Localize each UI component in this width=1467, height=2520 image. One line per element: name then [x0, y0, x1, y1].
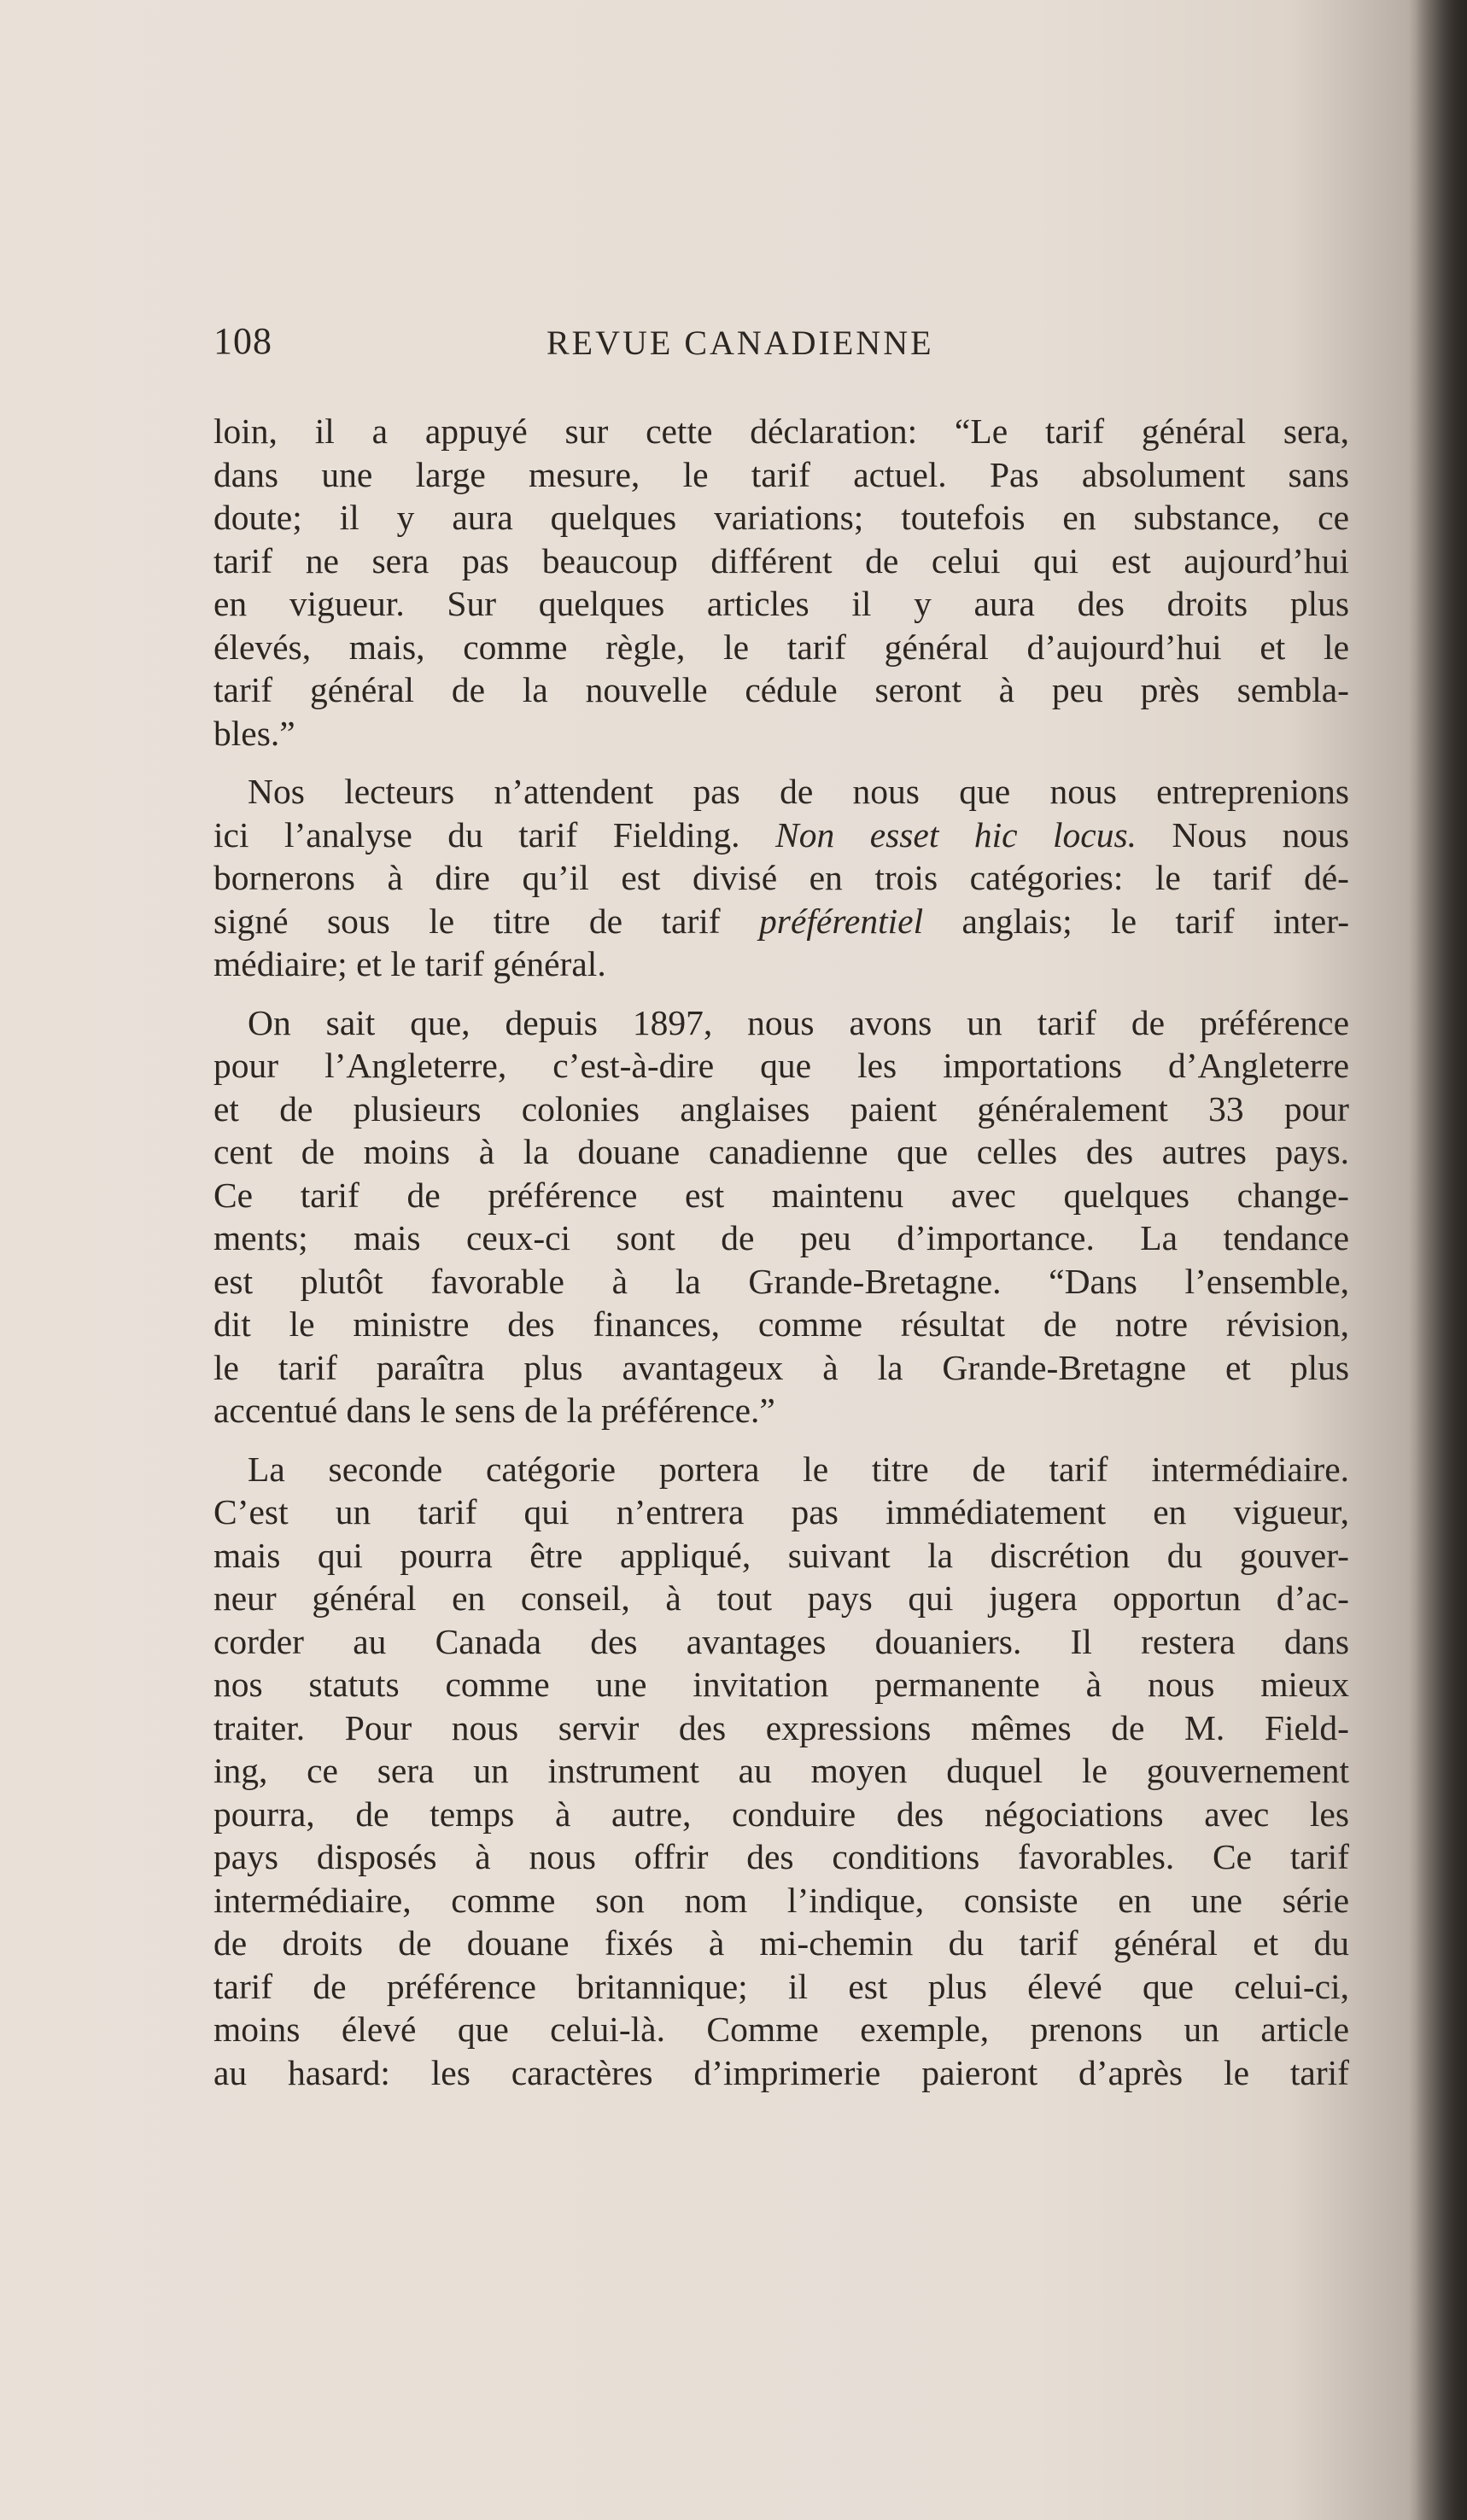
text-line: La seconde catégorie portera le titre de tarif intermédiaire. [248, 1449, 1349, 1489]
text-line: Ce tarif de préférence est maintenu avec quelques change- [213, 1175, 1349, 1215]
text-line: doute; il y aura quelques variations; toutefois en substance, ce [213, 498, 1349, 537]
text-line-mixed [213, 900, 1349, 943]
paragraph-1 [213, 410, 1349, 755]
text-line: Nos lecteurs n’attendent pas de nous que nous entreprenions [248, 772, 1349, 811]
text-line: et de plusieurs colonies anglaises paient généralement 33 pour [213, 1088, 1349, 1129]
text-line: tarif de préférence britannique; il est plus élevé que celui-ci, [213, 1966, 1349, 2006]
text-line: corder au Canada des avantages douaniers. Il restera dans [213, 1621, 1349, 1661]
page-number: 108 [213, 320, 272, 362]
text-line: au hasard: les caractères d’imprimerie paieront d’après le tarif [213, 2052, 1349, 2092]
text-line: C’est un tarif qui n’entrera pas immédiatement en vigueur, [213, 1492, 1349, 1531]
running-head: REVUE CANADIENNE [546, 324, 934, 362]
text-line: en vigueur. Sur quelques articles il y aura des droits plus [213, 584, 1349, 623]
text-line: bornerons à dire qu’il est divisé en trois catégories: le tarif dé- [213, 858, 1349, 897]
text-line: tarif ne sera pas beaucoup différent de celui qui est aujourd’hui [213, 540, 1349, 580]
text-line: intermédiaire, comme son nom l’indique, consiste en une série [213, 1880, 1349, 1920]
latin-phrase: Non esset hic locus. [775, 814, 1137, 855]
text-line: moins élevé que celui-là. Comme exemple, prenons un article [213, 2010, 1349, 2049]
paragraph-2 [213, 770, 1349, 986]
text-line: médiaire; et le tarif général. [213, 944, 606, 983]
italic-term: préférentiel [759, 901, 924, 941]
text-line: On sait que, depuis 1897, nous avons un tarif de préférence [248, 1002, 1349, 1042]
text-line: pays disposés à nous offrir des conditions favorables. Ce tarif [213, 1837, 1349, 1876]
text-line: tarif général de la nouvelle cédule seront à peu près sembla- [213, 670, 1349, 709]
text-line: accentué dans le sens de la préférence.” [213, 1391, 775, 1430]
text-line: ments; mais ceux-ci sont de peu d’importance. La tendance [213, 1218, 1349, 1257]
text-line: le tarif paraîtra plus avantageux à la Grande-Bretagne et plus [213, 1347, 1349, 1387]
text-line: cent de moins à la douane canadienne que celles des autres pays. [213, 1132, 1349, 1171]
paragraph-4 [213, 1448, 1349, 2095]
page-header [213, 316, 1025, 376]
text-line: pour l’Angleterre, c’est-à-dire que les importations d’Angleterre [213, 1046, 1349, 1085]
text-span: anglais; le tarif inter- [961, 901, 1350, 941]
text-span: Nous nous [1172, 814, 1350, 855]
text-line: pourra, de temps à autre, conduire des négociations avec les [213, 1794, 1349, 1834]
text-line-mixed [213, 814, 1349, 857]
text-line: dit le ministre des finances, comme résultat de notre révision, [213, 1304, 1349, 1344]
book-gutter-shadow [1416, 0, 1467, 2520]
body-text [213, 410, 1349, 2109]
text-line: ing, ce sera un instrument au moyen duquel le gouvernement [213, 1751, 1349, 1790]
text-line: dans une large mesure, le tarif actuel. Pas absolument sans [213, 454, 1349, 494]
text-line: traiter. Pour nous servir des expressions mêmes de M. Field- [213, 1707, 1349, 1747]
text-line: loin, il a appuyé sur cette déclaration: “Le tarif général sera, [213, 411, 1349, 451]
text-line: élevés, mais, comme règle, le tarif général d’aujourd’hui et le [213, 627, 1349, 667]
text-line: neur général en conseil, à tout pays qui jugera opportun d’ac- [213, 1578, 1349, 1618]
text-line: nos statuts comme une invitation permanente à nous mieux [213, 1665, 1349, 1704]
text-span: ici l’analyse du tarif Fielding. [213, 814, 740, 855]
text-line: bles.” [213, 713, 295, 753]
text-line: mais qui pourra être appliqué, suivant la discrétion du gouver- [213, 1535, 1349, 1575]
text-line: est plutôt favorable à la Grande-Bretagne. “Dans l’ensemble, [213, 1261, 1349, 1301]
paragraph-3 [213, 1001, 1349, 1432]
text-line: de droits de douane fixés à mi-chemin du tarif général et du [213, 1923, 1349, 1963]
text-span: signé sous le titre de tarif [213, 901, 721, 941]
